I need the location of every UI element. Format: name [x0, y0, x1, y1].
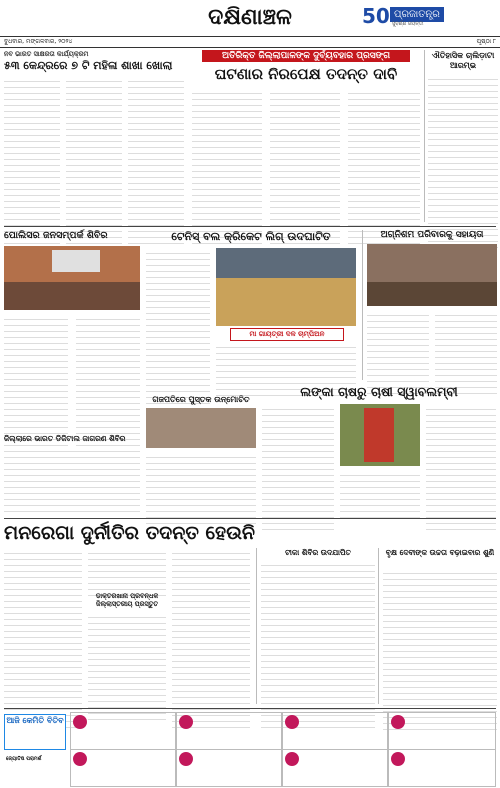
- logo-tagline: ସୁବର୍ଣ୍ଣ ଜୟନ୍ତୀ: [392, 21, 424, 27]
- dateline: [0, 36, 500, 48]
- story-body-text: [146, 452, 256, 512]
- zodiac-cell: [388, 712, 496, 750]
- story-headline: ଅଗ୍ନିଶମ ପରିବାରକୁ ସହାୟତା: [380, 230, 484, 240]
- story-body-text: [76, 314, 140, 430]
- page-number: ପୃଷ୍ଠା ୮: [476, 38, 496, 45]
- leo-icon: [73, 752, 87, 766]
- award-headline: ଡାକ୍ତରଖାନା ପ୍ରବନ୍ଧକ ଜିଲ୍ଲାସ୍ତରୀୟ ପ୍ରସ୍ତୁତ: [95, 592, 159, 608]
- story-headline: ୫୩ କେନ୍ଦ୍ରରେ ୭ ଟି ମହିଳା ଶାଖା ଖୋଲା: [4, 59, 173, 72]
- zodiac-cell: [176, 749, 282, 787]
- story-mnrega: [4, 548, 250, 704]
- zodiac-cell: [70, 712, 176, 750]
- story-body-text: [340, 470, 420, 514]
- story-body-text: [192, 88, 262, 222]
- story-body-text: [4, 548, 82, 704]
- story-body-text: [262, 404, 334, 514]
- story-body-text: [128, 76, 184, 222]
- section-divider: [4, 708, 496, 709]
- story-top-center: [192, 50, 420, 222]
- story-body-text: [4, 446, 140, 502]
- zodiac-cell: [70, 749, 176, 787]
- zodiac-cell: [388, 749, 496, 787]
- fire-relief-photo: [367, 244, 497, 306]
- story-body-text: [216, 342, 356, 390]
- section-divider: [4, 226, 496, 227]
- story-headline: ପୋଲିସର ଜନସମ୍ପର୍କ ଶିବିର: [4, 230, 108, 241]
- story-body-text: [435, 310, 497, 380]
- story-top-right: [424, 50, 500, 222]
- story-body-text: [4, 76, 60, 222]
- virgo-icon: [179, 752, 193, 766]
- story-body-text: [383, 568, 497, 704]
- story-headline: ଟେନିସ୍ ବଲ କ୍ରିକେଟ ଲିଗ୍ ଉଦଘାଟିତ: [171, 230, 331, 243]
- mnrega-headline: ମନରେଗା ଦୁର୍ନୀତିର ତଦନ୍ତ ହେଉନି: [4, 522, 256, 544]
- logo-name: ପ୍ରଜାତନ୍ତ୍ର: [390, 7, 444, 22]
- publication-logo: [362, 4, 492, 28]
- gemini-icon: [285, 715, 299, 729]
- story-headline: ଟୀକା ଶିବିର ଉଦଯାପିତ: [285, 548, 351, 557]
- story-top-left: [4, 50, 184, 222]
- scorpio-icon: [391, 752, 405, 766]
- story-headline: ଗଜପତିରେ ପୁସ୍ତକ ଉନ୍ମୋଚିତ: [152, 394, 250, 404]
- story-left-lower: [4, 434, 140, 504]
- horoscope-author: ଜ୍ୟୋତିଷ ପରାମର୍ଶ: [6, 756, 42, 762]
- story-mid-center: [146, 230, 356, 390]
- chilli-farmer-photo: [340, 404, 420, 466]
- story-camp: [256, 548, 375, 704]
- story-headline: ଜିଲ୍ଲାରେ ଭାରତ ଡିଜିଟାଲ ଜାଗରଣ ଶିବିର: [4, 434, 126, 443]
- story-body-text: [172, 548, 250, 704]
- story-lanka: [262, 384, 496, 514]
- story-body-text: [88, 612, 166, 704]
- story-body-text: [426, 404, 496, 514]
- story-body-text: [66, 76, 122, 222]
- story-body-text: [88, 548, 166, 588]
- story-mid-right: [362, 230, 497, 380]
- police-camp-photo: [4, 246, 140, 310]
- story-headline: ଲଙ୍କା ଚାଷରୁ ଚାଷୀ ସ୍ୱାବଲମ୍ବୀ: [300, 384, 458, 399]
- story-body-text: [348, 88, 420, 222]
- story-strap: ଅତିରିକ୍ତ ଜିଲ୍ଲାପାଳଙ୍କ ଦୁର୍ବ୍ୟବହାର ପ୍ରସଙ୍ଗ: [202, 50, 410, 62]
- story-body-text: [4, 314, 68, 430]
- photo-caption: ମା ଗାୟତ୍ରୀ ଦଳ ଚାମ୍ପିଅନ: [230, 328, 344, 341]
- story-mid-left: [4, 230, 140, 430]
- horoscope-section: [4, 712, 496, 786]
- newspaper-section-title: ଦକ୍ଷିଣାଞ୍ଚଳ: [208, 4, 292, 30]
- horoscope-title: ଆଜି କେମିତି ବିତିବ: [4, 714, 66, 750]
- story-body-text: [367, 310, 429, 380]
- story-headline: ଘଟଣାର ନିରପେକ୍ଷ ତଦନ୍ତ ଦାବି: [214, 65, 398, 83]
- story-body-text: [428, 74, 498, 222]
- masthead: [0, 0, 500, 34]
- aries-icon: [73, 715, 87, 729]
- libra-icon: [285, 752, 299, 766]
- date-text: ବୁଧବାର, ମଙ୍ଗଳବାର, ୨୦୨୪: [4, 38, 73, 45]
- zodiac-grid: [70, 712, 496, 786]
- book-release-photo: [146, 408, 256, 448]
- story-bottom-right: [378, 548, 497, 704]
- section-divider: [4, 518, 496, 519]
- story-body-text: [270, 88, 340, 222]
- story-body-text: [146, 248, 210, 308]
- story-headline: ବୃକ୍ଷ ଦେବୀଙ୍କ ଉଚ୍ଚତା ବଢ଼ାଇବାର ଶୁଣି: [385, 548, 495, 557]
- story-headline: ଐତିହାସିକ ଚାଲିଡ଼ାଟା ଆରମ୍ଭ: [431, 50, 495, 70]
- story-body-text: [146, 314, 210, 390]
- cancer-icon: [391, 715, 405, 729]
- cricket-team-photo: [216, 248, 356, 326]
- story-kicker: ନବ ଭାରତ ସାକ୍ଷରତା କାର୍ଯ୍ୟକ୍ରମ: [4, 50, 89, 58]
- taurus-icon: [179, 715, 193, 729]
- zodiac-cell: [282, 749, 388, 787]
- logo-anniversary-number: 50: [362, 4, 390, 28]
- story-book-release: [146, 394, 256, 514]
- story-body-text: [261, 560, 375, 704]
- zodiac-cell: [176, 712, 282, 750]
- zodiac-cell: [282, 712, 388, 750]
